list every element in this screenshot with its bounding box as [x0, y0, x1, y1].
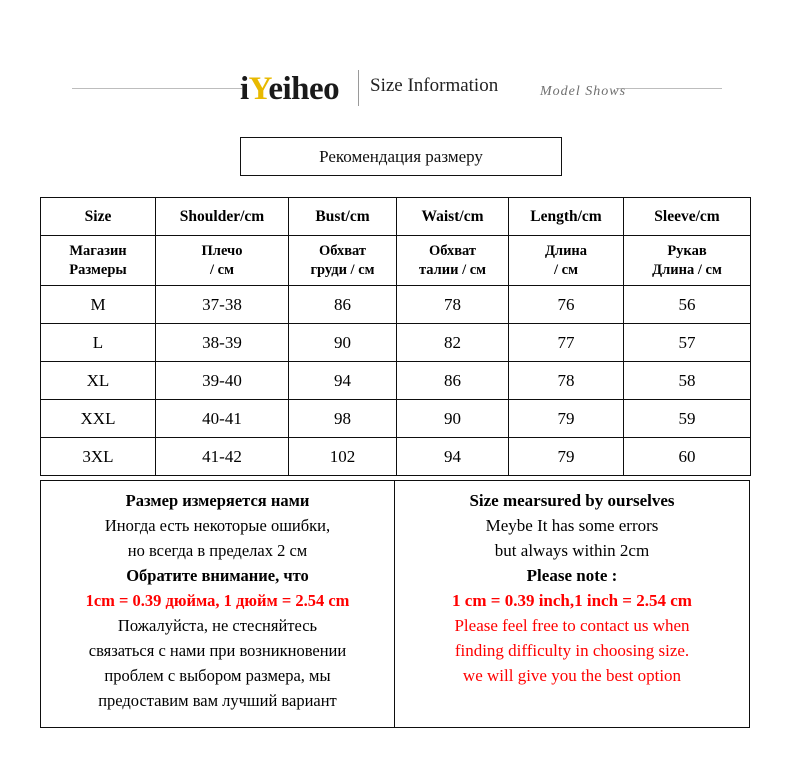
note-ru-line-7: связаться с нами при возникновении — [88, 641, 347, 660]
note-ru-line-9: предоставим вам лучший вариант — [98, 691, 337, 710]
cell-sleeve: 60 — [624, 438, 751, 476]
cell-shoulder: 38-39 — [156, 324, 289, 362]
cell-waist: 78 — [397, 286, 509, 324]
header-shoulder-unit: /cm — [240, 207, 265, 225]
table-row — [41, 324, 751, 362]
cell-shoulder: 37-38 — [156, 286, 289, 324]
header-bust-unit: /cm — [345, 207, 370, 225]
header-cell-bust — [289, 198, 397, 236]
note-ru-line-6: Пожалуйста, не стесняйтесь — [117, 616, 318, 635]
note-ru-line-3: но всегда в пределах 2 см — [127, 541, 308, 560]
header-waist-name: Waist — [421, 207, 460, 225]
brand-logo-i: i — [240, 71, 249, 107]
notes-english — [395, 481, 749, 727]
table-header-row-en — [41, 198, 751, 236]
header-cell-waist — [397, 198, 509, 236]
header-shoulder-name: Shoulder — [179, 207, 241, 225]
header-ru-cell-bust — [289, 236, 397, 286]
cell-sleeve: 56 — [624, 286, 751, 324]
header-cell-size — [41, 198, 156, 236]
note-ru-line-2: Иногда есть некоторые ошибки, — [104, 516, 331, 535]
header-ru-waist-line2: талии / см — [418, 261, 487, 278]
cell-size: XL — [41, 362, 156, 400]
recommendation-label: Рекомендация размеру — [319, 146, 483, 166]
header — [0, 58, 790, 114]
header-cell-shoulder — [156, 198, 289, 236]
header-ru-cell-length — [509, 236, 624, 286]
header-ru-cell-size — [41, 236, 156, 286]
cell-length: 76 — [509, 286, 624, 324]
table-row — [41, 400, 751, 438]
header-ru-size-line2: Размеры — [69, 261, 127, 278]
header-sleeve-name: Sleeve — [654, 207, 696, 225]
note-en-line-8: we will give you the best option — [462, 666, 682, 685]
model-shows-label: Model Shows — [540, 84, 627, 99]
header-ru-sleeve-line2: Длина / см — [652, 261, 722, 278]
header-rule-right — [616, 88, 722, 89]
notes-russian — [41, 481, 395, 727]
size-table — [40, 197, 751, 476]
header-cell-length — [509, 198, 624, 236]
brand-logo — [240, 72, 339, 106]
note-ru-line-8: проблем с выбором размера, мы — [104, 666, 331, 685]
note-en-line-3: but always within 2cm — [494, 541, 650, 560]
header-ru-bust-line1: Обхват — [318, 242, 367, 259]
header-size-name: Size — [84, 207, 112, 225]
cell-shoulder: 40-41 — [156, 400, 289, 438]
header-cell-sleeve — [624, 198, 751, 236]
cell-size: XXL — [41, 400, 156, 438]
header-ru-length-line2: / см — [554, 261, 578, 278]
cell-waist: 82 — [397, 324, 509, 362]
note-en-line-1: Size mearsured by ourselves — [469, 491, 675, 510]
header-ru-shoulder-line2: / см — [210, 261, 234, 278]
table-row — [41, 362, 751, 400]
note-en-line-7: finding difficulty in choosing size. — [454, 641, 690, 660]
header-ru-cell-sleeve — [624, 236, 751, 286]
cell-sleeve: 59 — [624, 400, 751, 438]
brand-logo-rest: eiheo — [268, 71, 340, 107]
note-ru-line-4: Обратите внимание, что — [126, 566, 309, 585]
cell-bust: 94 — [289, 362, 397, 400]
header-ru-bust-line2: груди / см — [310, 261, 375, 278]
cell-waist: 94 — [397, 438, 509, 476]
header-ru-cell-waist — [397, 236, 509, 286]
cell-length: 79 — [509, 400, 624, 438]
cell-bust: 98 — [289, 400, 397, 438]
brand-logo-y: Y — [248, 71, 269, 107]
cell-length: 77 — [509, 324, 624, 362]
header-bust-name: Bust — [315, 207, 346, 225]
cell-shoulder: 41-42 — [156, 438, 289, 476]
table-row — [41, 286, 751, 324]
note-ru-conversion: 1cm = 0.39 дюйма, 1 дюйм = 2.54 cm — [85, 591, 350, 610]
table-header-row-ru — [41, 236, 751, 286]
header-sleeve-unit: /cm — [695, 207, 720, 225]
header-ru-size-line1: Магазин — [69, 242, 127, 259]
cell-shoulder: 39-40 — [156, 362, 289, 400]
header-ru-shoulder-line1: Плечо — [201, 242, 243, 259]
note-en-please-note: Please note : — [526, 566, 618, 585]
note-en-conversion: 1 cm = 0.39 inch,1 inch = 2.54 cm — [452, 591, 692, 610]
header-ru-cell-shoulder — [156, 236, 289, 286]
header-ru-waist-line1: Обхват — [428, 242, 477, 259]
notes-section — [40, 480, 750, 728]
header-waist-unit: /cm — [459, 207, 484, 225]
cell-bust: 102 — [289, 438, 397, 476]
cell-length: 79 — [509, 438, 624, 476]
cell-sleeve: 58 — [624, 362, 751, 400]
header-length-unit: /cm — [577, 207, 602, 225]
header-ru-length-line1: Длина — [544, 242, 588, 259]
cell-size: 3XL — [41, 438, 156, 476]
note-ru-line-1: Размер измеряется нами — [125, 491, 310, 510]
header-rule-left — [72, 88, 242, 89]
table-row — [41, 438, 751, 476]
note-en-line-6: Please feel free to contact us when — [454, 616, 690, 635]
note-en-line-2: Meybe It has some errors — [485, 516, 659, 535]
cell-waist: 86 — [397, 362, 509, 400]
size-table-wrapper — [40, 197, 750, 476]
cell-size: M — [41, 286, 156, 324]
header-divider — [358, 70, 359, 106]
cell-length: 78 — [509, 362, 624, 400]
header-ru-sleeve-line1: Рукав — [667, 242, 707, 259]
header-length-name: Length — [530, 207, 578, 225]
cell-size: L — [41, 324, 156, 362]
cell-waist: 90 — [397, 400, 509, 438]
cell-bust: 90 — [289, 324, 397, 362]
cell-bust: 86 — [289, 286, 397, 324]
cell-sleeve: 57 — [624, 324, 751, 362]
page-title: Size Information — [370, 75, 499, 96]
recommendation-box — [240, 137, 562, 176]
